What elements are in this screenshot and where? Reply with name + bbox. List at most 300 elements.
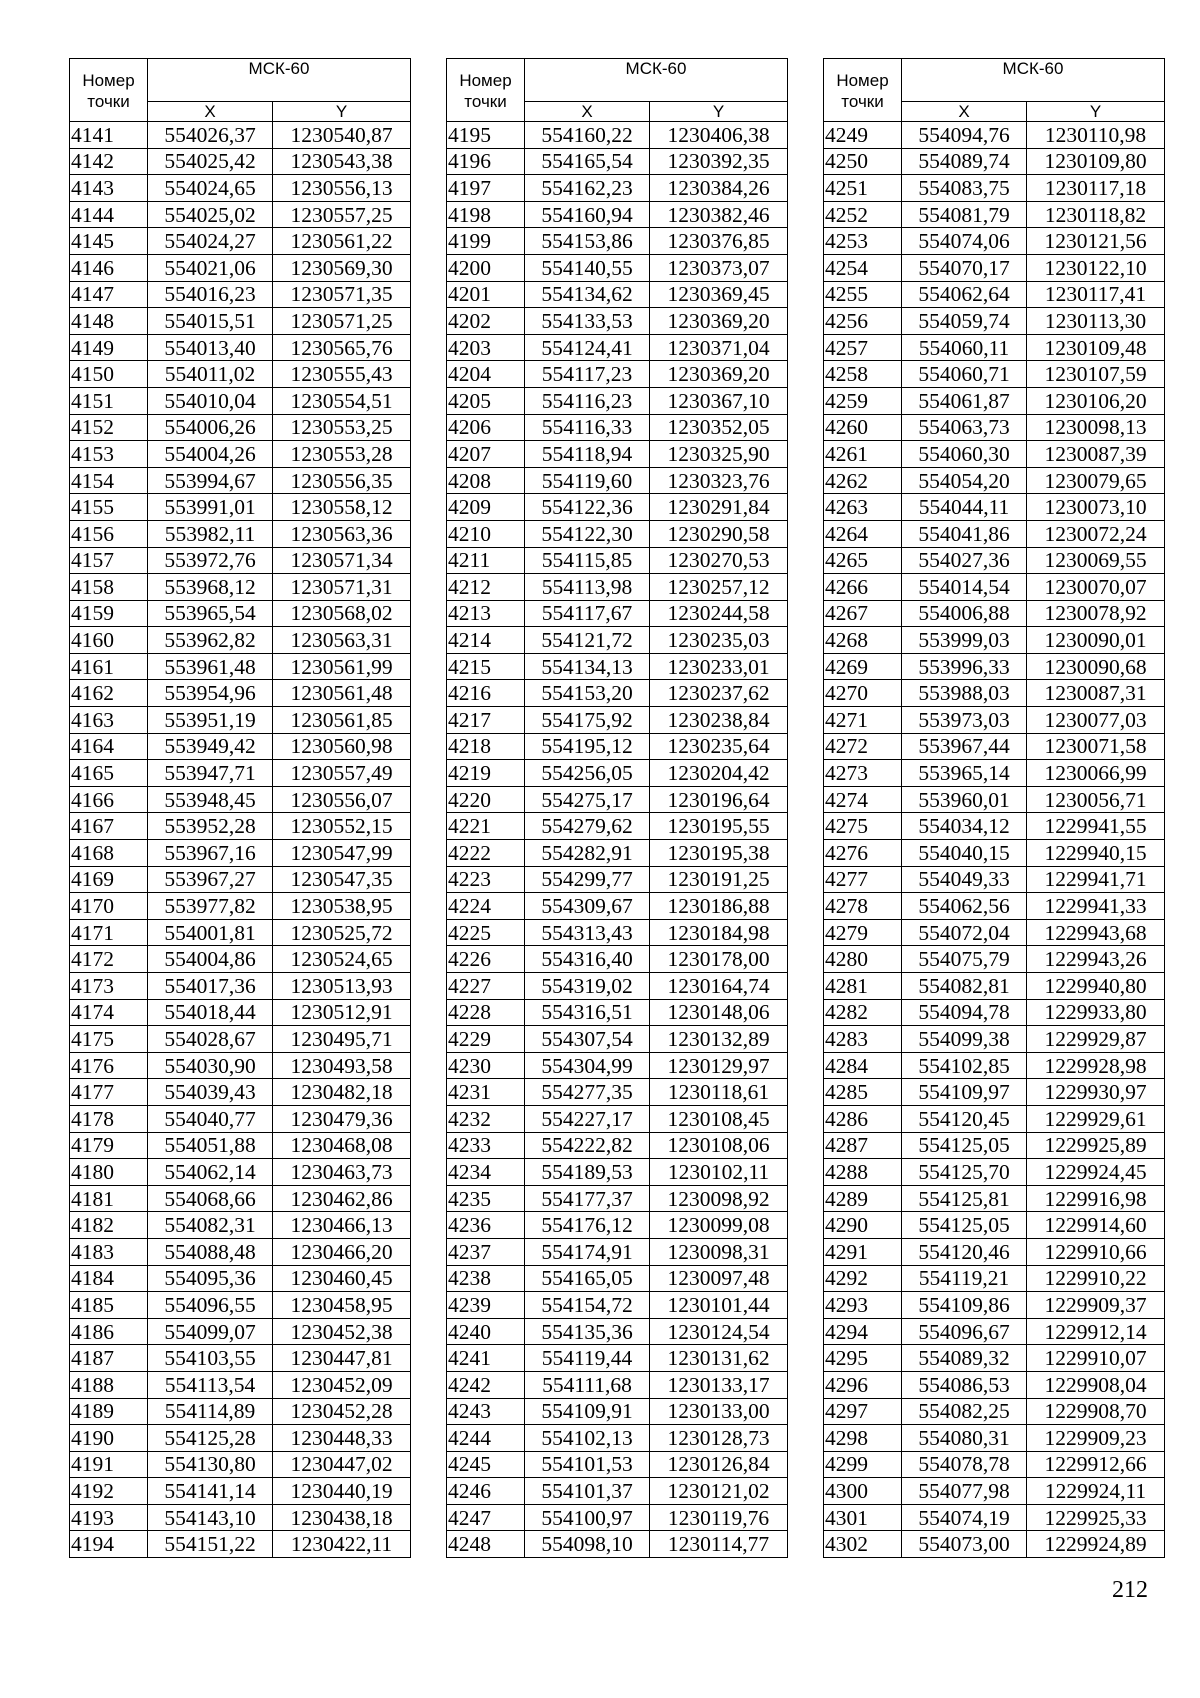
x-coordinate-cell: 554121,72 [525,627,650,654]
table-row [70,653,411,680]
point-number-cell: 4204 [447,361,525,388]
table-row [447,680,788,707]
point-number-cell: 4148 [70,308,148,335]
x-coordinate-cell: 554086,53 [902,1371,1027,1398]
y-coordinate-cell: 1230561,99 [273,653,411,680]
x-coordinate-cell: 553962,82 [148,627,273,654]
y-coordinate-cell: 1230571,31 [273,574,411,601]
point-number-cell: 4189 [70,1398,148,1425]
table-row [447,973,788,1000]
x-coordinate-cell: 554275,17 [525,786,650,813]
x-coordinate-cell: 554014,54 [902,574,1027,601]
point-number-cell: 4208 [447,467,525,494]
point-number-cell: 4228 [447,999,525,1026]
x-coordinate-cell: 554141,14 [148,1478,273,1505]
x-coordinate-cell: 554195,12 [525,733,650,760]
y-coordinate-cell: 1230233,01 [650,653,788,680]
y-coordinate-cell: 1230555,43 [273,361,411,388]
y-coordinate-cell: 1229916,98 [1027,1185,1165,1212]
y-coordinate-cell: 1230466,20 [273,1238,411,1265]
table-row [824,334,1165,361]
table-row [447,1531,788,1558]
y-coordinate-cell: 1229912,66 [1027,1451,1165,1478]
point-number-cell: 4218 [447,733,525,760]
y-coordinate-cell: 1230571,35 [273,281,411,308]
y-column-header: Y [1027,102,1165,122]
x-coordinate-cell: 554175,92 [525,707,650,734]
table-row [447,334,788,361]
table-row [70,361,411,388]
x-coordinate-cell: 554153,86 [525,228,650,255]
x-coordinate-cell: 554095,36 [148,1265,273,1292]
table-row [824,627,1165,654]
point-number-cell: 4271 [824,707,902,734]
point-number-cell: 4295 [824,1345,902,1372]
table-row [70,1292,411,1319]
y-coordinate-cell: 1229943,68 [1027,919,1165,946]
x-coordinate-cell: 553967,16 [148,840,273,867]
point-number-cell: 4284 [824,1052,902,1079]
y-coordinate-cell: 1230106,20 [1027,387,1165,414]
table-row [70,520,411,547]
y-coordinate-cell: 1230148,06 [650,999,788,1026]
table-row [824,1238,1165,1265]
y-coordinate-cell: 1230556,13 [273,175,411,202]
point-number-cell: 4263 [824,494,902,521]
x-coordinate-cell: 554109,86 [902,1292,1027,1319]
x-coordinate-cell: 554062,14 [148,1159,273,1186]
x-coordinate-cell: 554114,89 [148,1398,273,1425]
y-coordinate-cell: 1230238,84 [650,707,788,734]
table-row [824,520,1165,547]
table-row [447,707,788,734]
table-row [824,175,1165,202]
x-coordinate-cell: 554102,13 [525,1425,650,1452]
table-row [70,1504,411,1531]
x-coordinate-cell: 553967,27 [148,866,273,893]
x-coordinate-cell: 553968,12 [148,574,273,601]
point-number-cell: 4181 [70,1185,148,1212]
table-row [70,1451,411,1478]
y-coordinate-cell: 1230108,45 [650,1105,788,1132]
x-coordinate-cell: 554089,32 [902,1345,1027,1372]
point-number-cell: 4290 [824,1212,902,1239]
point-number-cell: 4142 [70,148,148,175]
table-row [824,1531,1165,1558]
table-row [70,600,411,627]
point-number-cell: 4251 [824,175,902,202]
table-row [70,281,411,308]
table-row [824,1478,1165,1505]
x-coordinate-cell: 553967,44 [902,733,1027,760]
table-row [447,1318,788,1345]
point-number-cell: 4272 [824,733,902,760]
point-number-cell: 4219 [447,760,525,787]
y-coordinate-cell: 1230547,99 [273,840,411,867]
table-row [447,201,788,228]
x-coordinate-cell: 554094,78 [902,999,1027,1026]
point-number-cell: 4143 [70,175,148,202]
table-row [70,387,411,414]
table-row [824,1159,1165,1186]
y-coordinate-cell: 1230569,30 [273,254,411,281]
point-number-cell: 4153 [70,441,148,468]
point-number-cell: 4281 [824,973,902,1000]
point-number-cell: 4161 [70,653,148,680]
point-number-cell: 4233 [447,1132,525,1159]
x-coordinate-cell: 554124,41 [525,334,650,361]
x-coordinate-cell: 553965,54 [148,600,273,627]
x-coordinate-cell: 554103,55 [148,1345,273,1372]
table-row [824,600,1165,627]
point-number-cell: 4168 [70,840,148,867]
point-number-cell: 4146 [70,254,148,281]
y-coordinate-cell: 1229940,80 [1027,973,1165,1000]
x-coordinate-cell: 554096,67 [902,1318,1027,1345]
table-row [447,999,788,1026]
y-coordinate-cell: 1230108,06 [650,1132,788,1159]
table-row [447,254,788,281]
y-coordinate-cell: 1230524,65 [273,946,411,973]
x-coordinate-cell: 553949,42 [148,733,273,760]
table-row [447,547,788,574]
x-coordinate-cell: 554162,23 [525,175,650,202]
point-number-cell: 4175 [70,1026,148,1053]
table-row [70,866,411,893]
table-row [447,1185,788,1212]
y-coordinate-cell: 1230132,89 [650,1026,788,1053]
x-coordinate-cell: 554154,72 [525,1292,650,1319]
y-coordinate-cell: 1230563,36 [273,520,411,547]
point-number-cell: 4268 [824,627,902,654]
point-number-cell: 4152 [70,414,148,441]
y-coordinate-cell: 1230479,36 [273,1105,411,1132]
y-coordinate-cell: 1230382,46 [650,201,788,228]
point-number-cell: 4254 [824,254,902,281]
table-row [70,760,411,787]
y-coordinate-cell: 1229924,89 [1027,1531,1165,1558]
table-row [447,600,788,627]
y-coordinate-cell: 1230069,55 [1027,547,1165,574]
y-coordinate-cell: 1230561,22 [273,228,411,255]
y-coordinate-cell: 1230114,77 [650,1531,788,1558]
y-coordinate-cell: 1230325,90 [650,441,788,468]
y-coordinate-cell: 1230553,28 [273,441,411,468]
x-coordinate-cell: 553977,82 [148,893,273,920]
table-row [447,1238,788,1265]
y-coordinate-cell: 1230244,58 [650,600,788,627]
table-row [70,414,411,441]
x-coordinate-cell: 554060,11 [902,334,1027,361]
point-number-cell: 4283 [824,1026,902,1053]
table-row [824,946,1165,973]
y-coordinate-cell: 1230463,73 [273,1159,411,1186]
point-number-cell: 4159 [70,600,148,627]
table-row [824,919,1165,946]
x-coordinate-cell: 554151,22 [148,1531,273,1558]
y-coordinate-cell: 1230090,01 [1027,627,1165,654]
y-coordinate-cell: 1230538,95 [273,893,411,920]
y-coordinate-cell: 1230117,18 [1027,175,1165,202]
point-number-cell: 4259 [824,387,902,414]
x-coordinate-cell: 554115,85 [525,547,650,574]
y-coordinate-cell: 1230066,99 [1027,760,1165,787]
point-number-cell: 4229 [447,1026,525,1053]
x-coordinate-cell: 554039,43 [148,1079,273,1106]
y-coordinate-cell: 1230235,64 [650,733,788,760]
y-coordinate-cell: 1230565,76 [273,334,411,361]
table-row [70,680,411,707]
point-number-cell: 4298 [824,1425,902,1452]
table-row [70,1212,411,1239]
x-coordinate-cell: 553999,03 [902,627,1027,654]
table-row [824,1292,1165,1319]
table-row [70,893,411,920]
y-coordinate-cell: 1229912,14 [1027,1318,1165,1345]
x-coordinate-cell: 554313,43 [525,919,650,946]
point-number-cell: 4226 [447,946,525,973]
y-coordinate-cell: 1230556,35 [273,467,411,494]
y-coordinate-cell: 1230129,97 [650,1052,788,1079]
table-row [824,387,1165,414]
x-coordinate-cell: 553960,01 [902,786,1027,813]
y-coordinate-cell: 1230118,61 [650,1079,788,1106]
table-row [447,653,788,680]
y-coordinate-cell: 1229925,89 [1027,1132,1165,1159]
table-row [447,520,788,547]
y-coordinate-cell: 1230109,48 [1027,334,1165,361]
x-coordinate-cell: 554094,76 [902,122,1027,149]
table-row [447,760,788,787]
coordinate-table-2 [446,58,788,1558]
point-number-cell: 4221 [447,813,525,840]
y-coordinate-cell: 1230540,87 [273,122,411,149]
x-coordinate-cell: 554078,78 [902,1451,1027,1478]
x-coordinate-cell: 554122,30 [525,520,650,547]
table-row [447,946,788,973]
point-number-cell: 4212 [447,574,525,601]
point-number-cell: 4180 [70,1159,148,1186]
point-number-cell: 4287 [824,1132,902,1159]
table-row [824,1451,1165,1478]
x-coordinate-cell: 554135,36 [525,1318,650,1345]
y-coordinate-cell: 1230462,86 [273,1185,411,1212]
y-coordinate-cell: 1230099,08 [650,1212,788,1239]
point-number-cell: 4209 [447,494,525,521]
point-number-cell: 4302 [824,1531,902,1558]
y-coordinate-cell: 1230113,30 [1027,308,1165,335]
point-number-cell: 4205 [447,387,525,414]
table-row [824,361,1165,388]
point-number-cell: 4200 [447,254,525,281]
table-row [447,919,788,946]
y-coordinate-cell: 1229914,60 [1027,1212,1165,1239]
y-coordinate-cell: 1230557,25 [273,201,411,228]
table-row [70,1318,411,1345]
y-coordinate-cell: 1230460,45 [273,1265,411,1292]
point-number-cell: 4145 [70,228,148,255]
x-coordinate-cell: 554082,31 [148,1212,273,1239]
y-coordinate-cell: 1229909,37 [1027,1292,1165,1319]
point-number-cell: 4288 [824,1159,902,1186]
table-row [824,1052,1165,1079]
point-number-cell: 4184 [70,1265,148,1292]
table-row [824,1504,1165,1531]
point-number-cell: 4297 [824,1398,902,1425]
table-row [824,414,1165,441]
table-row [824,707,1165,734]
point-number-cell: 4165 [70,760,148,787]
x-coordinate-cell: 554061,87 [902,387,1027,414]
point-number-cell: 4220 [447,786,525,813]
point-number-cell: 4257 [824,334,902,361]
x-column-header: X [148,102,273,122]
y-coordinate-cell: 1230452,28 [273,1398,411,1425]
y-coordinate-cell: 1230131,62 [650,1345,788,1372]
x-coordinate-cell: 554160,94 [525,201,650,228]
point-number-cell: 4150 [70,361,148,388]
x-coordinate-cell: 554134,62 [525,281,650,308]
table-row [70,148,411,175]
x-coordinate-cell: 554017,36 [148,973,273,1000]
x-coordinate-cell: 554096,55 [148,1292,273,1319]
y-coordinate-cell: 1230073,10 [1027,494,1165,521]
y-coordinate-cell: 1230071,58 [1027,733,1165,760]
y-coordinate-cell: 1230557,49 [273,760,411,787]
table-row [70,1531,411,1558]
x-coordinate-cell: 554059,74 [902,308,1027,335]
y-coordinate-cell: 1230119,76 [650,1504,788,1531]
y-coordinate-cell: 1230290,58 [650,520,788,547]
y-coordinate-cell: 1230133,00 [650,1398,788,1425]
x-coordinate-cell: 554256,05 [525,760,650,787]
x-coordinate-cell: 554299,77 [525,866,650,893]
table-row [824,1185,1165,1212]
point-number-cell: 4296 [824,1371,902,1398]
x-coordinate-cell: 554060,30 [902,441,1027,468]
table-row [70,1425,411,1452]
table-row [70,467,411,494]
point-number-cell: 4242 [447,1371,525,1398]
point-number-header: Номер точки [447,59,525,122]
x-column-header: X [525,102,650,122]
x-coordinate-cell: 554125,70 [902,1159,1027,1186]
y-coordinate-cell: 1229910,66 [1027,1238,1165,1265]
table-row [70,733,411,760]
point-number-cell: 4158 [70,574,148,601]
x-coordinate-cell: 553972,76 [148,547,273,574]
x-coordinate-cell: 554113,98 [525,574,650,601]
point-number-cell: 4216 [447,680,525,707]
point-number-cell: 4195 [447,122,525,149]
point-number-cell: 4266 [824,574,902,601]
y-coordinate-cell: 1229925,33 [1027,1504,1165,1531]
x-coordinate-cell: 554044,11 [902,494,1027,521]
coordinate-system-header: МСК-60 [525,59,788,102]
table-row [447,1398,788,1425]
y-coordinate-cell: 1230367,10 [650,387,788,414]
table-row [824,228,1165,255]
table-row [447,387,788,414]
table-row [70,1238,411,1265]
point-number-cell: 4174 [70,999,148,1026]
y-coordinate-cell: 1230376,85 [650,228,788,255]
x-coordinate-cell: 554153,20 [525,680,650,707]
y-coordinate-cell: 1230547,35 [273,866,411,893]
x-coordinate-cell: 554062,64 [902,281,1027,308]
table-row [447,574,788,601]
point-number-cell: 4291 [824,1238,902,1265]
point-number-cell: 4149 [70,334,148,361]
x-coordinate-cell: 554054,20 [902,467,1027,494]
x-coordinate-cell: 554077,98 [902,1478,1027,1505]
point-number-cell: 4273 [824,760,902,787]
x-column-header: X [902,102,1027,122]
x-coordinate-cell: 554130,80 [148,1451,273,1478]
x-coordinate-cell: 554068,66 [148,1185,273,1212]
x-coordinate-cell: 554040,77 [148,1105,273,1132]
table-row [447,148,788,175]
y-coordinate-cell: 1230196,64 [650,786,788,813]
y-coordinate-cell: 1229929,61 [1027,1105,1165,1132]
table-row [70,1185,411,1212]
table-row [70,1052,411,1079]
point-number-cell: 4147 [70,281,148,308]
table-row [447,813,788,840]
x-coordinate-cell: 554098,10 [525,1531,650,1558]
x-coordinate-cell: 554109,91 [525,1398,650,1425]
y-coordinate-cell: 1230452,38 [273,1318,411,1345]
point-number-cell: 4267 [824,600,902,627]
point-number-cell: 4276 [824,840,902,867]
point-number-cell: 4163 [70,707,148,734]
point-number-cell: 4256 [824,308,902,335]
table-row [824,1371,1165,1398]
x-coordinate-cell: 554099,07 [148,1318,273,1345]
y-coordinate-cell: 1229909,23 [1027,1425,1165,1452]
y-coordinate-cell: 1230097,48 [650,1265,788,1292]
x-coordinate-cell: 554006,26 [148,414,273,441]
x-coordinate-cell: 554279,62 [525,813,650,840]
x-coordinate-cell: 553982,11 [148,520,273,547]
table-row [824,1318,1165,1345]
y-coordinate-cell: 1230178,00 [650,946,788,973]
x-coordinate-cell: 554082,81 [902,973,1027,1000]
y-coordinate-cell: 1230117,41 [1027,281,1165,308]
table-row [824,760,1165,787]
table-row [70,122,411,149]
point-number-cell: 4156 [70,520,148,547]
point-number-cell: 4264 [824,520,902,547]
point-number-cell: 4255 [824,281,902,308]
x-coordinate-cell: 554080,31 [902,1425,1027,1452]
y-coordinate-cell: 1229924,45 [1027,1159,1165,1186]
x-coordinate-cell: 554119,60 [525,467,650,494]
point-number-cell: 4206 [447,414,525,441]
x-coordinate-cell: 553991,01 [148,494,273,521]
x-coordinate-cell: 554024,27 [148,228,273,255]
x-coordinate-cell: 554101,53 [525,1451,650,1478]
coordinate-system-header: МСК-60 [902,59,1165,102]
y-coordinate-cell: 1230128,73 [650,1425,788,1452]
y-coordinate-cell: 1229943,26 [1027,946,1165,973]
y-coordinate-cell: 1230195,55 [650,813,788,840]
point-number-cell: 4265 [824,547,902,574]
table-row [447,1451,788,1478]
point-number-cell: 4244 [447,1425,525,1452]
point-number-cell: 4155 [70,494,148,521]
y-coordinate-cell: 1230513,93 [273,973,411,1000]
